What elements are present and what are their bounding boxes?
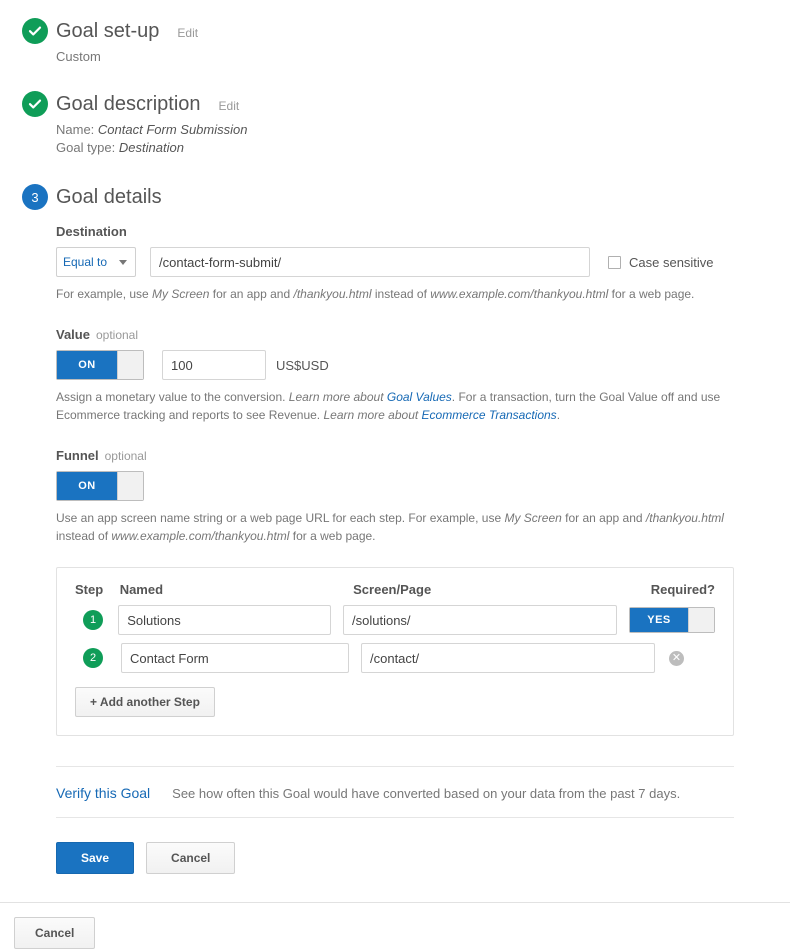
case-sensitive-label: Case sensitive (629, 254, 714, 270)
bottom-cancel-button[interactable]: Cancel (14, 917, 95, 949)
value-amount-input[interactable] (162, 350, 266, 380)
funnel-toggle[interactable] (56, 471, 144, 501)
destination-label: Destination (56, 224, 127, 239)
goal-type-value: Destination (118, 140, 184, 155)
table-row (75, 605, 715, 635)
check-icon (22, 91, 48, 117)
column-header-required: Required? (650, 582, 715, 597)
verify-goal-description: See how often this Goal would have converted based on your data from the past 7 days. (172, 786, 681, 801)
destination-hint-page: /thankyou.html (293, 287, 372, 301)
funnel-hint-suffix: for a web page. (289, 529, 376, 543)
value-hint-2: . For a transaction, turn the Goal Value off and use Ecommerce tracking and reports to see Revenue. (56, 390, 721, 422)
goal-type-row (56, 139, 790, 156)
destination-hint-prefix: For example, use (56, 287, 153, 301)
value-optional-label: optional (95, 328, 139, 342)
value-label-wrap (56, 327, 734, 342)
value-hint-learn-2: Learn more about (323, 408, 422, 422)
goal-name-label: Name: (56, 122, 95, 137)
funnel-step-screen-input-1[interactable] (343, 605, 617, 635)
goal-setup-page (0, 18, 790, 940)
step-number-cell (75, 648, 121, 668)
ecommerce-transactions-link[interactable]: Ecommerce Transactions (421, 408, 557, 422)
goal-name-row (56, 121, 790, 138)
value-hint-learn-1: Learn more about (288, 390, 387, 404)
funnel-step-screen-input-2[interactable] (361, 643, 655, 673)
destination-hint-app: My Screen (152, 287, 210, 301)
funnel-step-required-knob-1 (688, 608, 714, 632)
table-row (75, 643, 715, 673)
step-number-badge: 1 (83, 610, 103, 630)
divider (56, 817, 734, 818)
match-type-select[interactable] (56, 247, 136, 277)
value-toggle[interactable] (56, 350, 144, 380)
chevron-down-icon (119, 260, 127, 265)
page-title-goal-description: Goal description (56, 93, 201, 115)
value-toggle-knob (117, 351, 143, 379)
funnel-step-required-toggle-1[interactable] (629, 607, 715, 633)
funnel-table-header (75, 582, 715, 605)
funnel-step-name-input-2[interactable] (121, 643, 349, 673)
funnel-hint-mid1: for an app and (561, 511, 646, 525)
edit-goal-description-link[interactable]: Edit (218, 99, 240, 113)
destination-hint-mid2: instead of (371, 287, 431, 301)
step-number-cell (75, 610, 118, 630)
value-toggle-state: ON (57, 351, 117, 379)
bottom-actions (0, 903, 790, 949)
funnel-step-required-cell-1 (617, 607, 715, 633)
save-button[interactable]: Save (56, 842, 134, 874)
destination-hint (56, 285, 734, 303)
section-goal-details (0, 184, 790, 210)
edit-goal-setup-link[interactable]: Edit (177, 26, 199, 40)
value-hint (56, 388, 734, 424)
page-title-goal-details: Goal details (56, 186, 162, 208)
goal-name-value: Contact Form Submission (97, 122, 248, 137)
cancel-button[interactable]: Cancel (146, 842, 235, 874)
value-hint-1: Assign a monetary value to the conversion. (56, 390, 289, 404)
funnel-label: Funnel (56, 448, 99, 463)
column-header-screen: Screen/Page (353, 582, 432, 597)
destination-hint-url: www.example.com/thankyou.html (430, 287, 609, 301)
funnel-toggle-knob (117, 472, 143, 500)
funnel-hint-prefix: Use an app screen name string or a web page URL for each step. For example, use (56, 511, 505, 525)
goal-values-link[interactable]: Goal Values (386, 390, 452, 404)
goal-details-body (0, 224, 790, 874)
page-title-goal-setup: Goal set-up (56, 20, 160, 42)
funnel-step-required-state-1: YES (630, 608, 688, 632)
value-hint-3: . (556, 408, 561, 422)
section-goal-setup (0, 18, 790, 65)
value-label: Value (56, 327, 90, 342)
goal-type-label: Goal type: (56, 140, 116, 155)
funnel-optional-label: optional (104, 449, 147, 463)
destination-hint-suffix: for a web page. (608, 287, 695, 301)
value-row (56, 350, 734, 380)
verify-goal-row (56, 767, 734, 817)
funnel-label-wrap (56, 448, 734, 463)
column-header-named: Named (119, 582, 164, 597)
funnel-toggle-state: ON (57, 472, 117, 500)
funnel-hint (56, 509, 734, 545)
funnel-step-name-input-1[interactable] (118, 605, 331, 635)
check-icon (22, 18, 48, 44)
value-currency-label: US$USD (276, 357, 329, 373)
funnel-toggle-row (56, 471, 734, 501)
add-another-step-button[interactable]: + Add another Step (75, 687, 215, 717)
case-sensitive-checkbox[interactable] (608, 256, 621, 269)
step-number-badge: 2 (83, 648, 103, 668)
destination-hint-mid1: for an app and (209, 287, 294, 301)
funnel-step-required-cell-2 (655, 651, 715, 666)
funnel-hint-page: /thankyou.html (645, 511, 724, 525)
remove-step-icon[interactable]: ✕ (669, 651, 684, 666)
funnel-hint-app: My Screen (504, 511, 562, 525)
funnel-hint-url: www.example.com/thankyou.html (111, 529, 290, 543)
case-sensitive-wrap (608, 255, 714, 270)
form-actions (56, 836, 734, 874)
match-type-value: Equal to (63, 255, 108, 269)
destination-input[interactable] (150, 247, 590, 277)
section-goal-description (0, 91, 790, 156)
step-number-label: 3 (31, 189, 39, 205)
funnel-steps-table (56, 567, 734, 736)
destination-row (56, 247, 734, 277)
step-number-badge (22, 184, 48, 210)
funnel-hint-mid2: instead of (56, 529, 112, 543)
goal-setup-value: Custom (56, 49, 101, 64)
verify-this-goal-link[interactable]: Verify this Goal (56, 785, 151, 801)
column-header-step: Step (75, 582, 104, 597)
